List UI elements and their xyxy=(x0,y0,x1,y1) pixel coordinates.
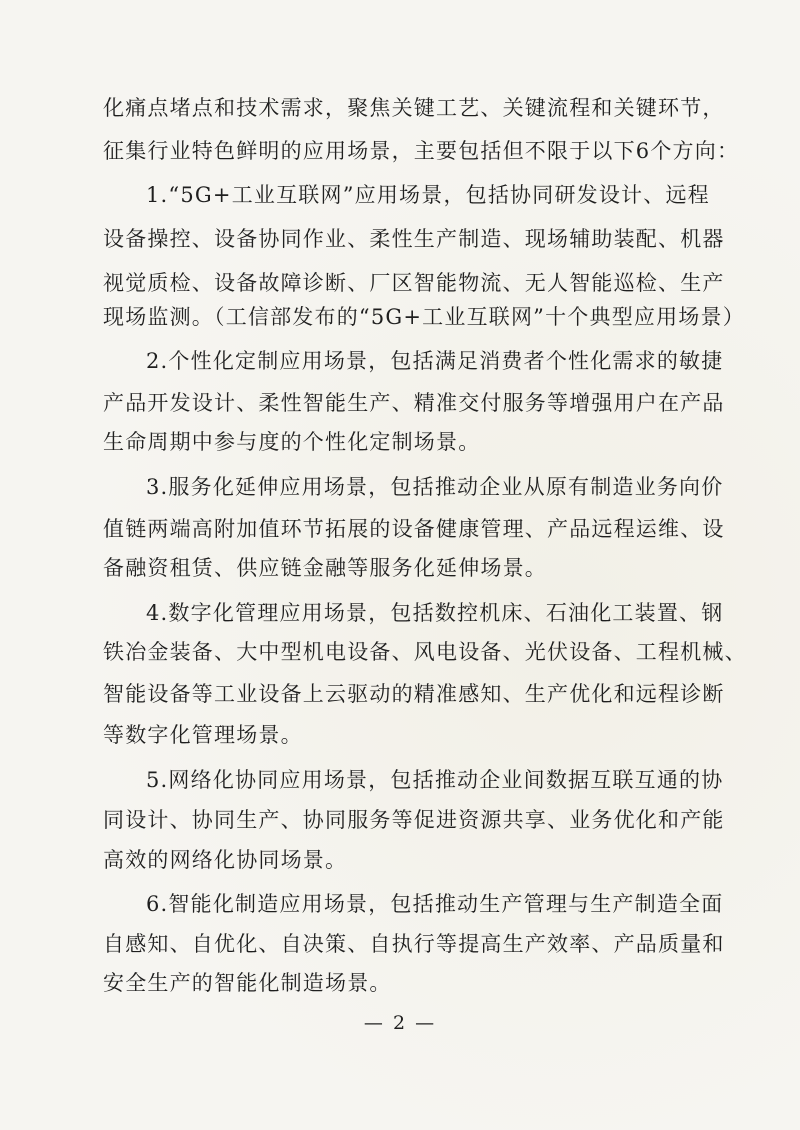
text-line: 2.个性化定制应用场景，包括满足消费者个性化需求的敏捷 xyxy=(146,349,724,373)
text-line: 设备操控、设备协同作业、柔性生产制造、现场辅助装配、机器 xyxy=(103,227,725,251)
text-line: 安全生产的智能化制造场景。 xyxy=(103,971,392,995)
text-line: 4.数字化管理应用场景，包括数控机床、石油化工装置、钢 xyxy=(146,601,724,625)
text-line: 6.智能化制造应用场景，包括推动生产管理与生产制造全面 xyxy=(146,892,724,916)
text-line: 生命周期中参与度的个性化定制场景。 xyxy=(103,430,481,454)
text-line: 化痛点堵点和技术需求，聚焦关键工艺、关键流程和关键环节， xyxy=(103,96,725,120)
text-line: 视觉质检、设备故障诊断、厂区智能物流、无人智能巡检、生产 xyxy=(103,271,725,295)
text-line: 智能设备等工业设备上云驱动的精准感知、生产优化和远程诊断 xyxy=(103,682,725,706)
text-line: 备融资租赁、供应链金融等服务化延伸场景。 xyxy=(103,556,547,580)
text-line: 现场监测。（工信部发布的“5G+工业互联网”十个典型应用场景） xyxy=(103,305,745,329)
text-line: 征集行业特色鲜明的应用场景，主要包括但不限于以下6个方向： xyxy=(103,139,740,163)
text-line: 产品开发设计、柔性智能生产、精准交付服务等增强用户在产品 xyxy=(103,391,725,415)
text-line: 同设计、协同生产、协同服务等促进资源共享、业务优化和产能 xyxy=(103,808,725,832)
text-line: 铁冶金装备、大中型机电设备、风电设备、光伏设备、工程机械、 xyxy=(103,640,747,664)
text-line: 5.网络化协同应用场景，包括推动企业间数据互联互通的协 xyxy=(146,768,724,792)
text-line: 1.“5G+工业互联网”应用场景，包括协同研发设计、远程 xyxy=(146,183,710,207)
text-line: 自感知、自优化、自决策、自执行等提高生产效率、产品质量和 xyxy=(103,932,725,956)
text-line: 高效的网络化协同场景。 xyxy=(103,848,348,872)
text-line: 3.服务化延伸应用场景，包括推动企业从原有制造业务向价 xyxy=(146,475,724,499)
text-line: 等数字化管理场景。 xyxy=(103,723,303,747)
text-line: 值链两端高附加值环节拓展的设备健康管理、产品远程运维、设 xyxy=(103,517,725,541)
page-number: — 2 — xyxy=(363,1012,437,1034)
